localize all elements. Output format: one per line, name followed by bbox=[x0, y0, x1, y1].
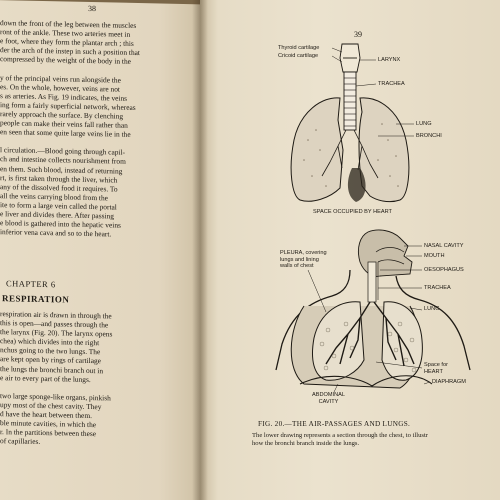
label-oesophagus: OESOPHAGUS bbox=[424, 267, 464, 273]
text-line: all the veins carrying blood from the bbox=[0, 190, 108, 203]
label-heart-space: Space for HEART bbox=[424, 362, 448, 375]
label-trachea-top: TRACHEA bbox=[378, 81, 405, 87]
chapter-heading: CHAPTER 6 bbox=[6, 278, 56, 290]
label-cricoid-cartilage: Cricoid cartilage bbox=[278, 53, 319, 59]
label-space-heart: SPACE OCCUPIED BY HEART bbox=[313, 209, 392, 215]
text-line: e blood is gathered into the hepatic veins bbox=[0, 218, 121, 230]
figure-caption: FIG. 20.—THE AIR-PASSAGES AND LUNGS. bbox=[258, 420, 411, 428]
section-title: RESPIRATION bbox=[2, 293, 70, 305]
label-pleura: PLEURA, covering lungs and lining walls of chest bbox=[280, 250, 327, 270]
right-page bbox=[200, 0, 500, 500]
text-line: e foot, where they form the plantar arch ; this bbox=[0, 36, 134, 49]
label-trachea-bottom: TRACHEA bbox=[424, 285, 451, 291]
text-line: ite to form a large vein called the portal bbox=[0, 200, 117, 212]
text-line: ch and intestine collects nourishment from bbox=[0, 154, 126, 167]
text-line: this is open—and passes through the bbox=[0, 318, 109, 330]
left-text-bottom bbox=[0, 309, 190, 449]
text-line: en them. Such blood, instead of returning bbox=[0, 163, 123, 176]
text-line: ront of the ankle. These two arteries meet in bbox=[0, 27, 131, 39]
text-line: nchus going to the two lungs. The bbox=[0, 345, 101, 357]
text-line: people can make their veins fall rather than bbox=[0, 118, 128, 130]
text-line: ing form a fairly superficial network, whereas bbox=[0, 99, 136, 112]
label-lung-top: LUNG bbox=[416, 121, 432, 127]
book-gutter bbox=[192, 0, 208, 500]
label-abdominal-cavity: ABDOMINAL CAVITY bbox=[312, 392, 345, 405]
text-line: the lungs the bronchi branch out in bbox=[0, 363, 104, 375]
right-page-number: 39 bbox=[354, 30, 362, 39]
text-line: compressed by the weight of the body in the bbox=[0, 54, 131, 67]
label-diaphragm: DIAPHRAGM bbox=[432, 379, 466, 385]
text-line: upy most of the chest cavity. They bbox=[0, 400, 102, 412]
text-line: down the front of the leg between the muscles bbox=[0, 18, 137, 30]
text-line: rarely approach the surface. By clenching bbox=[0, 109, 124, 121]
text-line: d have the heart between them. bbox=[0, 409, 92, 421]
description-line: The lower drawing represents a section through the chest, to illustr bbox=[252, 432, 428, 439]
text-line: es. On the whole, however, veins are not bbox=[0, 81, 120, 94]
text-line: the larynx (Fig. 20). The larynx opens bbox=[0, 327, 113, 339]
label-mouth: MOUTH bbox=[424, 253, 445, 259]
left-page bbox=[0, 0, 200, 500]
text-line: l circulation.—Blood going through capil- bbox=[0, 145, 126, 158]
text-line: en seen that some quite large veins lie in the bbox=[0, 127, 131, 139]
text-line: ble minute cavities, in which the bbox=[0, 418, 97, 430]
text-line: e liver and divides there. After passing bbox=[0, 209, 114, 221]
text-line: der the arch of the instep in such a position that bbox=[0, 45, 140, 58]
text-line: are kept open by rings of cartilage bbox=[0, 354, 101, 366]
text-line: two large sponge-like organs, pinkish bbox=[0, 390, 111, 403]
text-line: e air to every part of the lungs. bbox=[0, 372, 91, 384]
label-thyroid-cartilage: Thyroid cartilage bbox=[278, 45, 320, 51]
text-line: chea) which divides into the right bbox=[0, 336, 100, 348]
left-text-top bbox=[0, 18, 190, 240]
text-line: r. In the partitions between these bbox=[0, 427, 97, 439]
left-page-number: 38 bbox=[88, 3, 96, 14]
text-line: of capillaries. bbox=[0, 436, 41, 447]
text-line: respiration air is drawn in through the bbox=[0, 309, 112, 321]
text-line: inferior vena cava and so to the heart. bbox=[0, 227, 112, 239]
text-line: any of the dissolved food it requires. To bbox=[0, 181, 118, 194]
label-bronchi: BRONCHI bbox=[416, 133, 442, 139]
label-nasal-cavity: NASAL CAVITY bbox=[424, 243, 464, 249]
figure-description bbox=[252, 432, 428, 448]
label-lung-bottom: LUNG bbox=[424, 306, 440, 312]
label-larynx: LARYNX bbox=[378, 57, 401, 63]
text-line: y of the principal veins run alongside the bbox=[0, 72, 121, 85]
text-line: rt, is first taken through the liver, which bbox=[0, 172, 118, 185]
text-line: s as arteries. As Fig. 19 indicates, the veins bbox=[0, 90, 128, 103]
description-line: how the bronchi branch inside the lungs. bbox=[252, 440, 360, 447]
